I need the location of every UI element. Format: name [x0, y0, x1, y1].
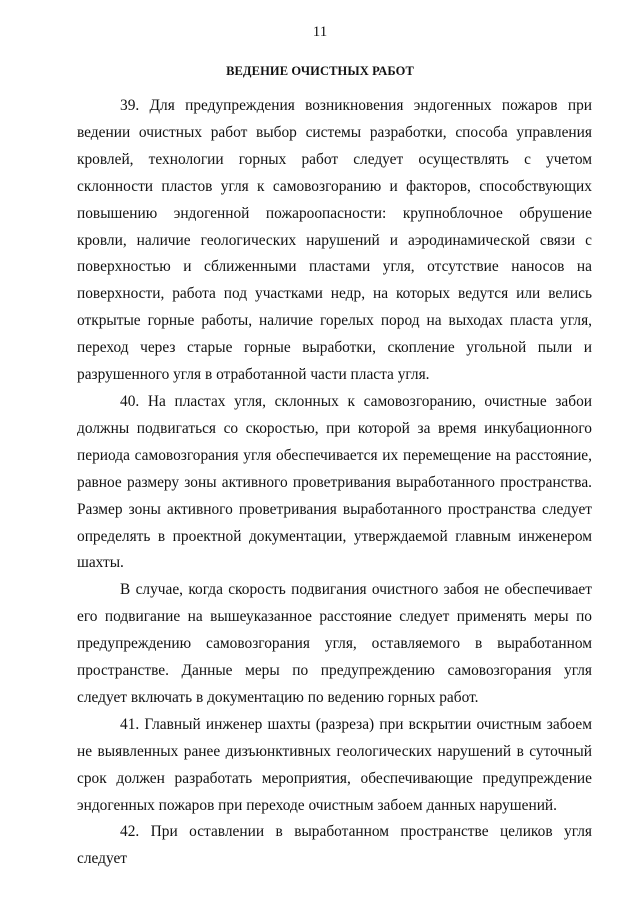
paragraph-39: 39. Для предупреждения возникновения эндогенных пожаров при ведении очистных работ выбор системы разработки, способа управления кровлей, технологии горных работ следует осуществлять с учетом склонности пластов угля к самовозгоранию и факторов, способствующих повышению эндогенной пожароопасности: крупноблочное обрушение кровли, наличие геологических нарушений и аэродинамической связи с поверхностью и сближенными пластами угля, отсутствие наносов на поверхности, работа под участками недр, на которых ведутся или велись открытые горные работы, наличие горелых пород на выходах пласта угля, переход через старые горные выработки, скопление угольной пыли и разрушенного угля в отработанной части пласта угля. — [77, 97, 592, 384]
paragraph-40: 40. На пластах угля, склонных к самовозгоранию, очистные забои должны подвигаться со скоростью, при которой за время инкубационного периода самовозгорания угля обеспечивается их перемещение на расстояние, равное размеру зоны активного проветривания выработанного пространства. Размер зоны активного проветривания выработанного пространства следует определять в проектной документации, утверждаемой главным инженером шахты. — [77, 392, 592, 572]
body-text — [77, 93, 592, 873]
page-number: 11 — [312, 24, 328, 40]
section-heading: ВЕДЕНИЕ ОЧИСТНЫХ РАБОТ — [226, 64, 414, 78]
paragraph-40-continued: В случае, когда скорость подвигания очистного забоя не обеспечивает его подвигание на вышеуказанное расстояние следует применять меры по предупреждению самовозгорания угля, оставляемого в выработанном пространстве. Данные меры по предупреждению самовозгорания угля следует включать в документацию по ведению горных работ. — [77, 581, 592, 706]
paragraph-42: 42. При оставлении в выработанном пространстве целиков угля следует — [77, 823, 592, 868]
paragraph-41: 41. Главный инженер шахты (разреза) при вскрытии очистным забоем не выявленных ранее дизъюнктивных геологических нарушений в суточный срок должен разработать мероприятия, обеспечивающие предупреждение эндогенных пожаров при переходе очистным забоем данных нарушений. — [77, 715, 592, 814]
